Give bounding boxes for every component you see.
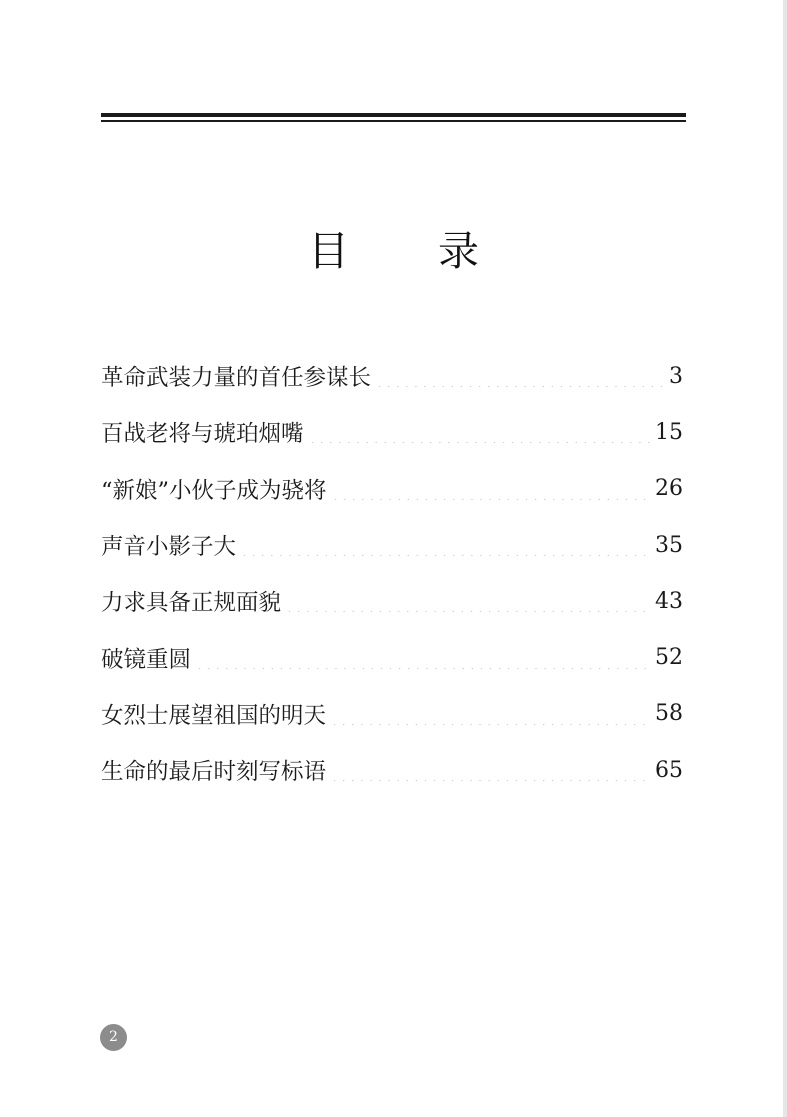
- toc-entry[interactable]: [101, 348, 683, 404]
- toc-dot-leader: [285, 590, 651, 612]
- toc-entry-title: 破镜重圆: [101, 646, 192, 673]
- toc-dot-leader: [308, 421, 651, 443]
- toc-entry-title: 百战老将与琥珀烟嘴: [101, 421, 304, 448]
- toc-entry-page: 15: [655, 419, 683, 445]
- toc-entry-page: 52: [655, 645, 683, 671]
- toc-entry-page: 26: [655, 476, 683, 502]
- page-edge-shadow: [783, 0, 787, 1117]
- toc-entry[interactable]: [101, 742, 683, 798]
- toc-entry-title: 力求具备正规面貌: [101, 590, 282, 617]
- toc-entry-title: “新娘”小伙子成为骁将: [101, 477, 327, 504]
- header-rule-thick: [101, 113, 686, 117]
- page-number-badge: 2: [100, 1024, 127, 1051]
- toc-entry[interactable]: [101, 573, 683, 629]
- toc-entry-title: 革命武装力量的首任参谋长: [101, 365, 372, 392]
- toc-dot-leader: [240, 534, 651, 556]
- toc-entry-page: 35: [655, 532, 683, 558]
- toc-entry-title: 声音小影子大: [101, 534, 237, 561]
- toc-entry-page: 58: [655, 701, 683, 727]
- toc-entry-title: 女烈士展望祖国的明天: [101, 702, 327, 729]
- toc-entry[interactable]: [101, 517, 683, 573]
- toc-entry[interactable]: [101, 629, 683, 685]
- toc-entry-title: 生命的最后时刻写标语: [101, 759, 327, 786]
- toc-dot-leader: [330, 703, 651, 725]
- header-rule-thin: [101, 120, 686, 122]
- toc-entry-page: 43: [655, 588, 683, 614]
- toc-entry[interactable]: [101, 404, 683, 460]
- toc-entry-page: 65: [655, 757, 683, 783]
- toc-entry[interactable]: [101, 461, 683, 517]
- table-of-contents: [101, 348, 683, 798]
- toc-dot-leader: [330, 759, 651, 781]
- page-title: 目 录: [307, 227, 518, 275]
- toc-dot-leader: [331, 478, 651, 500]
- toc-entry[interactable]: [101, 686, 683, 742]
- toc-dot-leader: [195, 647, 651, 669]
- toc-entry-page: 3: [669, 363, 683, 389]
- toc-dot-leader: [375, 365, 665, 387]
